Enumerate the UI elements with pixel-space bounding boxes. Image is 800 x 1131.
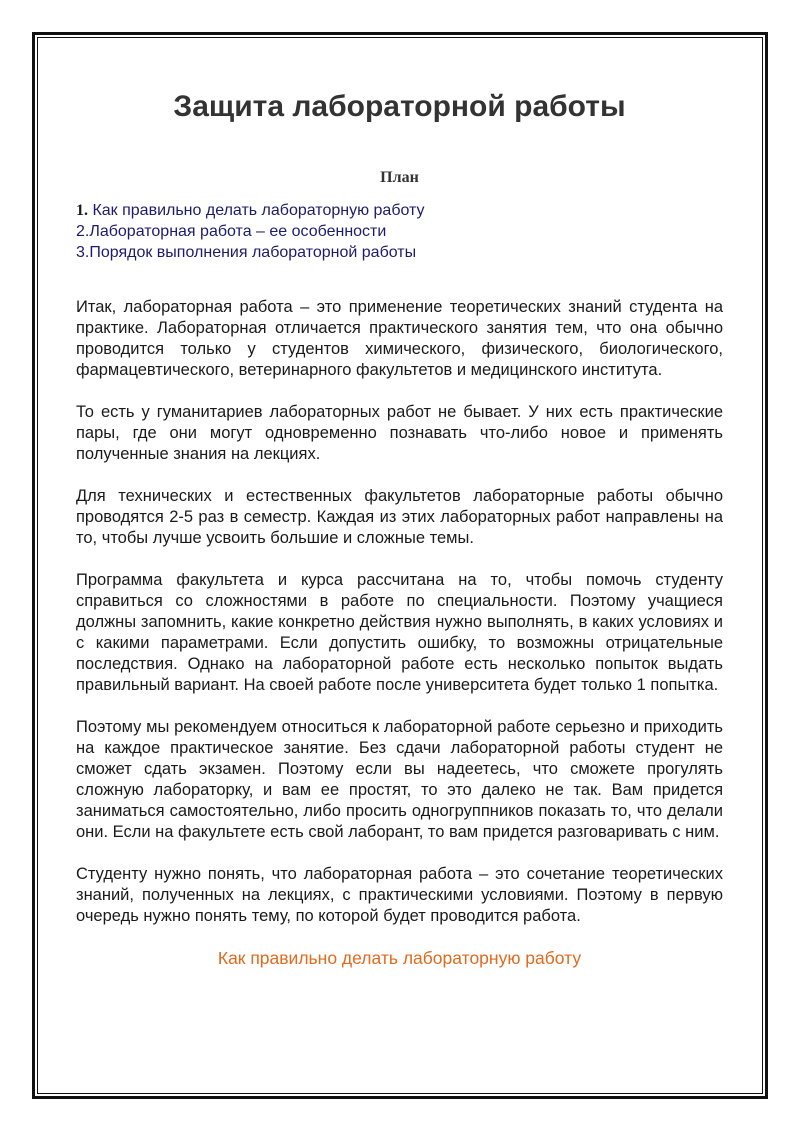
toc-item-text: Порядок выполнения лабораторной работы bbox=[89, 244, 417, 261]
table-of-contents bbox=[76, 200, 723, 263]
toc-item-2[interactable] bbox=[76, 221, 723, 242]
toc-item-text: Лабораторная работа – ее особенности bbox=[89, 223, 387, 240]
toc-item-number: 1. bbox=[76, 202, 88, 219]
paragraph-3: Для технических и естественных факультетов лабораторные работы обычно проводятся 2-5 раз в семестр. Каждая из этих лабораторных работ направлены на то, чтобы лучше усвоить большие и сложные темы. bbox=[76, 487, 723, 547]
footer-link[interactable]: Как правильно делать лабораторную работу bbox=[217, 948, 582, 968]
plan-heading: План bbox=[380, 169, 419, 186]
toc-item-3[interactable] bbox=[76, 242, 723, 263]
paragraph-5: Поэтому мы рекомендуем относиться к лабораторной работе серьезно и приходить на каждое практическое занятие. Без сдачи лабораторной работы студент не сможет сдать экзамен. Поэтому если вы надеетесь, что сможете прогулять сложную лабораторку, и вам ее простят, то это далеко не так. Вам придется заниматься самостоятельно, либо просить одногруппников показать то, что делали они. Если на факультете есть свой лаборант, то вам придется разговаривать с ним. bbox=[76, 718, 723, 841]
paragraph-4: Программа факультета и курса рассчитана на то, чтобы помочь студенту справиться со сложностями в работе по специальности. Поэтому учащиеся должны запомнить, какие конкретно действия нужно выполнять, в каких условиях и с какими параметрами. Если допустить ошибку, то возможны отрицательные последствия. Однако на лабораторной работе есть несколько попыток выдать правильный вариант. На своей работе после университета будет только 1 попытка. bbox=[76, 571, 723, 694]
paragraph-6: Студенту нужно понять, что лабораторная работа – это сочетание теоретических знаний, полученных на лекциях, с практическими условиями. Поэтому в первую очередь нужно понять тему, по которой будет проводится работа. bbox=[76, 865, 723, 925]
paragraph-1: Итак, лабораторная работа – это применение теоретических знаний студента на практике. Лабораторная отличается практического занятия тем, что она обычно проводится только у студентов химического, физического, биологического, фармацевтического, ветеринарного факультетов и медицинского института. bbox=[76, 298, 723, 379]
toc-item-text: Как правильно делать лабораторную работу bbox=[88, 202, 425, 219]
document-body bbox=[76, 88, 723, 969]
toc-item-number: 3. bbox=[76, 244, 90, 261]
paragraph-2: То есть у гуманитариев лабораторных работ не бывает. У них есть практические пары, где они могут одновременно познавать что-либо новое и применять полученные знания на лекциях. bbox=[76, 403, 723, 463]
toc-item-1[interactable] bbox=[76, 200, 723, 221]
toc-item-number: 2. bbox=[76, 223, 90, 240]
page-title: Защита лабораторной работы bbox=[173, 90, 626, 123]
